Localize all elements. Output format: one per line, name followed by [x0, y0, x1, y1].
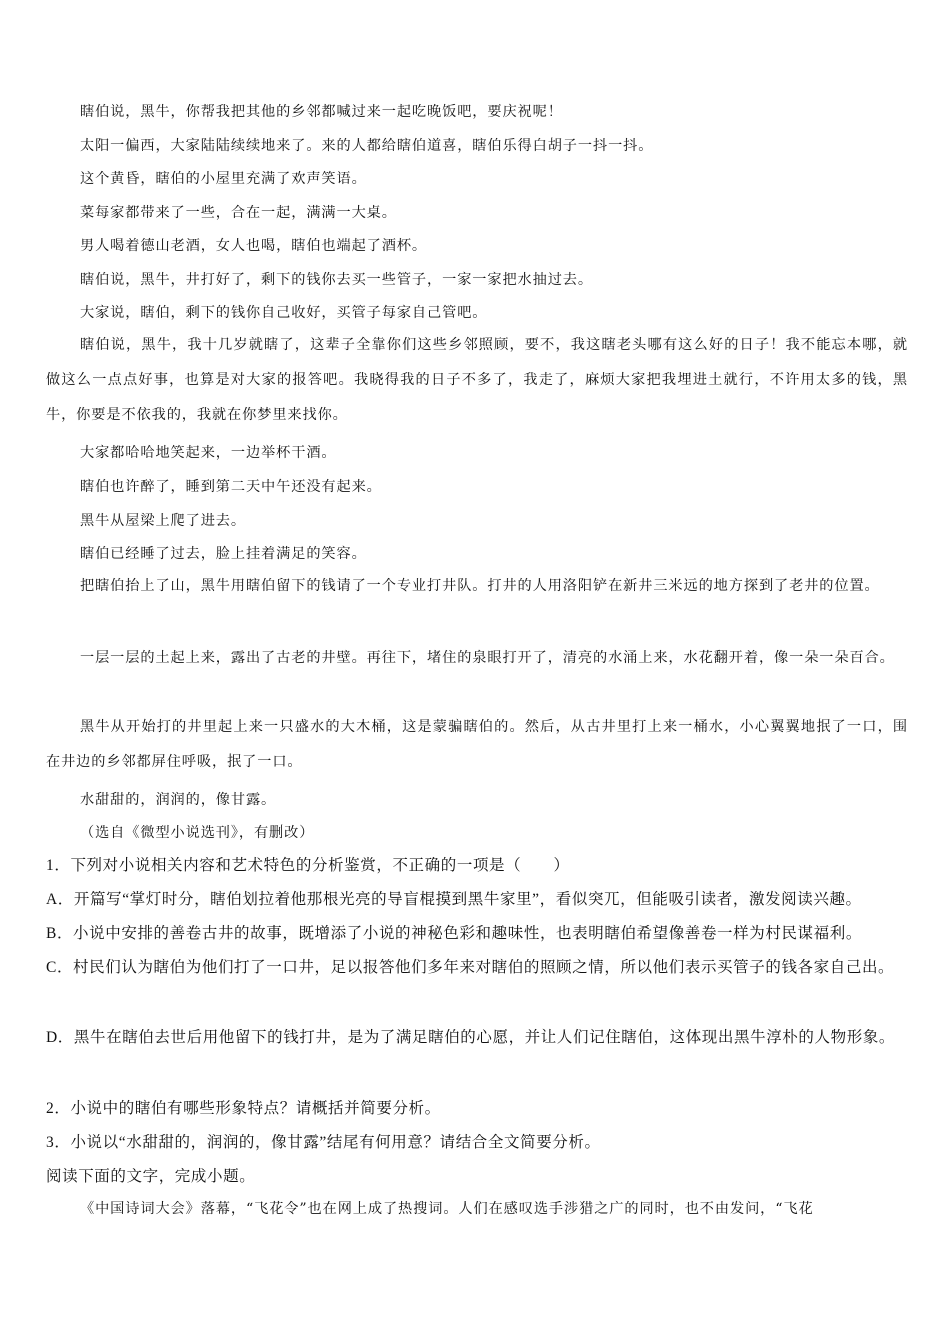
story-paragraph: 大家说，瞎伯，剩下的钱你自己收好，买管子每家自己管吧。 [80, 305, 488, 321]
question-1-option-b: B．小说中安排的善卷古井的故事，既增添了小说的神秘色彩和趣味性，也表明瞎伯希望像善卷一样为村民谋福利。 [46, 925, 862, 942]
story-paragraph: 太阳一偏西，大家陆陆续续地来了。来的人都给瞎伯道喜，瞎伯乐得白胡子一抖一抖。 [80, 138, 654, 154]
story-paragraph: 瞎伯说，黑牛，井打好了，剩下的钱你去买一些管子，一家一家把水抽过去。 [80, 272, 593, 288]
story-paragraph: 男人喝着德山老酒，女人也喝，瞎伯也端起了酒杯。 [80, 238, 428, 254]
story-paragraph: 瞎伯说，黑牛，我十几岁就瞎了，这辈子全靠你们这些乡邻照顾，要不，我这瞎老头哪有这么好的日子！我不能忘本哪，就做这么一点点好事，也算是对大家的报答吧。我晓得我的日子不多了，我走了，麻烦大家把我埋进土就行，不许用太多的钱，黑牛，你要是不依我的，我就在你梦里来找你。 [46, 337, 908, 423]
question-1-stem: 1．下列对小说相关内容和艺术特色的分析鉴赏，不正确的一项是（ ） [46, 857, 570, 874]
story-paragraph: 大家都哈哈地笑起来，一边举杯干酒。 [80, 445, 337, 461]
story-paragraph: 一层一层的土起上来，露出了古老的井壁。再往下，堵住的泉眼打开了，清亮的水涌上来，水花翻开着，像一朵一朵百合。 [80, 650, 895, 666]
story-paragraph: 黑牛从开始打的井里起上来一只盛水的大木桶，这是蒙骗瞎伯的。然后，从古井里打上来一桶水，小心翼翼地抿了一口，围在井边的乡邻都屏住呼吸，抿了一口。 [46, 719, 908, 770]
reading-instruction: 阅读下面的文字，完成小题。 [46, 1168, 256, 1185]
story-paragraph: 水甜甜的，润润的，像甘露。 [80, 792, 277, 808]
question-2: 2．小说中的瞎伯有哪些形象特点？请概括并简要分析。 [46, 1100, 441, 1117]
question-1-option-d: D．黑牛在瞎伯去世后用他留下的钱打井，是为了满足瞎伯的心愿，并让人们记住瞎伯，这体现出黑牛淳朴的人物形象。 [46, 1029, 895, 1046]
story-paragraph: 黑牛从屋梁上爬了进去。 [80, 513, 246, 529]
next-passage-opening: 《中国诗词大会》落幕，“飞花令”也在网上成了热搜词。人们在感叹选手涉猎之广的同时，也不由发问，“飞花 [80, 1201, 814, 1217]
source-citation: （选自《微型小说选刊》，有删改） [80, 825, 315, 841]
story-paragraph: 瞎伯也许醉了，睡到第二天中午还没有起来。 [80, 479, 382, 495]
story-paragraph: 把瞎伯抬上了山，黑牛用瞎伯留下的钱请了一个专业打井队。打井的人用洛阳铲在新井三米远的地方探到了老井的位置。 [80, 578, 880, 594]
story-paragraph: 菜每家都带来了一些，合在一起，满满一大桌。 [80, 205, 397, 221]
story-paragraph: 这个黄昏，瞎伯的小屋里充满了欢声笑语。 [80, 171, 367, 187]
question-1-option-a: A．开篇写“掌灯时分，瞎伯划拉着他那根光亮的导盲棍摸到黑牛家里”，看似突兀，但能吸引读者，激发阅读兴趣。 [46, 891, 862, 908]
question-1-option-c: C．村民们认为瞎伯为他们打了一口井，足以报答他们多年来对瞎伯的照顾之情，所以他们表示买管子的钱各家自己出。 [46, 959, 895, 976]
story-paragraph: 瞎伯说，黑牛，你帮我把其他的乡邻都喊过来一起吃晚饭吧，要庆祝呢！ [80, 104, 563, 120]
story-paragraph: 瞎伯已经睡了过去，脸上挂着满足的笑容。 [80, 546, 367, 562]
question-3: 3．小说以“水甜甜的，润润的，像甘露”结尾有何用意？请结合全文简要分析。 [46, 1134, 601, 1151]
